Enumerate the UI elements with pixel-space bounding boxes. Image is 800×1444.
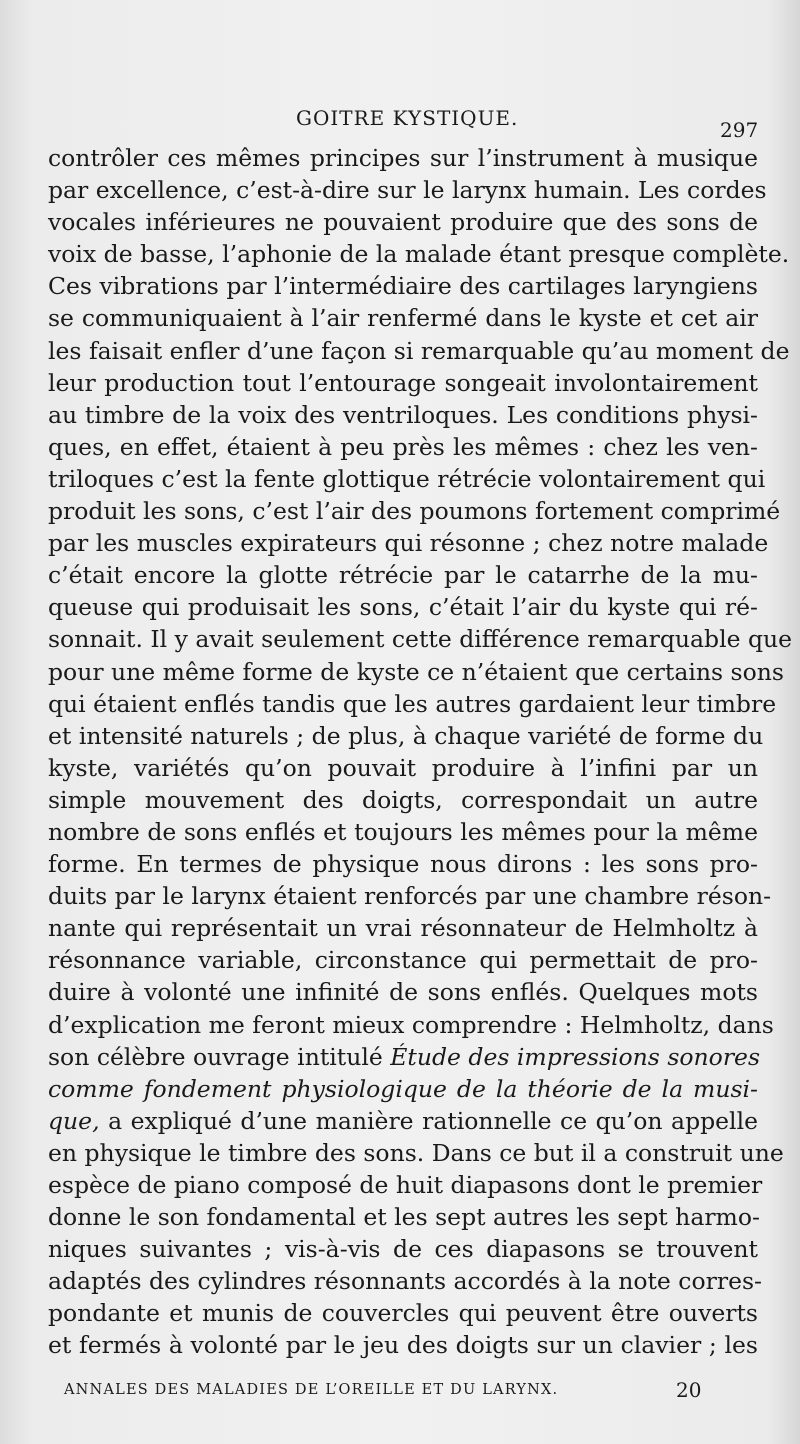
- book-title-italic: que,: [48, 1106, 100, 1135]
- text-line: queuse qui produisait les sons, c’était l’air du kyste qui ré-: [48, 593, 758, 622]
- text-segment: a expliqué d’une manière rationnelle ce qu’on appelle: [99, 1106, 758, 1135]
- text-line: se communiquaient à l’air renfermé dans le kyste et cet air: [48, 304, 758, 333]
- text-line: et intensité naturels ; de plus, à chaque variété de forme du: [48, 721, 764, 750]
- text-line: contrôler ces mêmes principes sur l’instrument à musique: [48, 144, 758, 172]
- text-segment: son célèbre ouvrage intitulé: [48, 1042, 391, 1071]
- text-line: par les muscles expirateurs qui résonne ; chez notre malade: [48, 529, 769, 558]
- book-title-italic: Étude des impressions sonores: [390, 1042, 761, 1071]
- text-line: ques, en effet, étaient à peu près les mêmes : chez les ven-: [48, 432, 758, 461]
- text-line: pondante et munis de couvercles qui peuvent être ouverts: [48, 1299, 758, 1328]
- text-line: par excellence, c’est-à-dire sur le larynx humain. Les cordes: [48, 176, 767, 205]
- book-title-italic: comme fondement physiologique de la théorie de la musi-: [48, 1074, 758, 1103]
- journal-title: ANNALES DES MALADIES DE L’OREILLE ET DU LARYNX.: [64, 1382, 559, 1398]
- text-line: nante qui représentait un vrai résonnateur de Helmholtz à: [48, 914, 758, 943]
- text-line: triloques c’est la fente glottique rétrécie volontairement qui: [48, 464, 766, 493]
- text-line: Ces vibrations par l’intermédiaire des cartilages laryngiens: [48, 272, 758, 301]
- text-line: qui étaient enflés tandis que les autres gardaient leur timbre: [48, 689, 777, 718]
- text-line: leur production tout l’entourage songeait involontairement: [48, 368, 758, 397]
- running-head: [0, 104, 800, 142]
- text-line: d’explication me feront mieux comprendre : Helmholtz, dans: [48, 1010, 774, 1039]
- text-line: kyste, variétés qu’on pouvait produire à l’infini par un: [48, 753, 758, 782]
- text-line: duire à volonté une infinité de sons enflés. Quelques mots: [48, 978, 758, 1007]
- text-line: voix de basse, l’aphonie de la malade étant presque complète.: [48, 240, 790, 269]
- text-line: au timbre de la voix des ventriloques. Les conditions physi-: [48, 400, 758, 429]
- signature-mark: 20: [676, 1378, 702, 1402]
- text-line: pour une même forme de kyste ce n’étaient que certains sons: [48, 657, 784, 686]
- text-line: nombre de sons enflés et toujours les mêmes pour la même: [48, 817, 758, 846]
- text-line: forme. En termes de physique nous dirons : les sons pro-: [48, 850, 758, 879]
- text-line: résonnance variable, circonstance qui permettait de pro-: [48, 946, 758, 975]
- text-line: les faisait enfler d’une façon si remarquable qu’au moment de: [48, 336, 790, 365]
- text-line: et fermés à volonté par le jeu des doigts sur un clavier ; les: [48, 1331, 758, 1360]
- text-line: [48, 1073, 758, 1105]
- text-line: adaptés des cylindres résonnants accordés à la note corres-: [48, 1267, 762, 1296]
- text-line: produit les sons, c’est l’air des poumons fortement comprimé: [48, 497, 781, 526]
- text-line: vocales inférieures ne pouvaient produire que des sons de: [48, 208, 758, 237]
- text-line: niques suivantes ; vis-à-vis de ces diapasons se trouvent: [48, 1235, 758, 1264]
- page-number: 297: [720, 118, 759, 142]
- body-text: [48, 142, 793, 1362]
- text-line: c’était encore la glotte rétrécie par le catarrhe de la mu-: [48, 561, 758, 590]
- page-footer: [0, 1378, 800, 1406]
- text-line: donne le son fondamental et les sept autres les sept harmo-: [48, 1203, 760, 1232]
- text-line: [48, 1105, 758, 1137]
- text-line: sonnait. Il y avait seulement cette différence remarquable que: [48, 625, 793, 654]
- text-line: en physique le timbre des sons. Dans ce but il a construit une: [48, 1138, 784, 1167]
- text-line: duits par le larynx étaient renforcés par une chambre réson-: [48, 882, 772, 911]
- text-line: simple mouvement des doigts, correspondait un autre: [48, 785, 758, 814]
- running-title: GOITRE KYSTIQUE.: [296, 106, 519, 130]
- text-line: [48, 1041, 761, 1073]
- text-line: espèce de piano composé de huit diapasons dont le premier: [48, 1171, 763, 1199]
